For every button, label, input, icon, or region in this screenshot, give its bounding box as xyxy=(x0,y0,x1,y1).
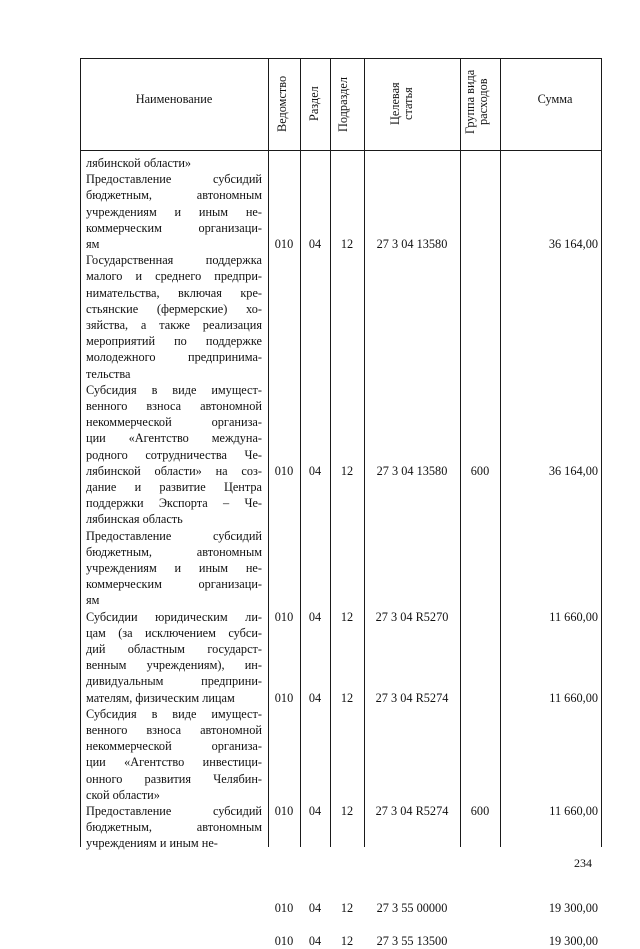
row-name-line: тельства xyxy=(86,366,131,381)
cell-sum: 36 164,00 xyxy=(548,237,598,251)
cell-dept: 010 xyxy=(274,463,294,478)
row-name-line: Субсидии юридическим ли- xyxy=(86,609,262,624)
row-name-line: стьянские (фермерские) хо- xyxy=(86,301,262,316)
row-name-line: венного взноса автономной xyxy=(86,723,262,737)
cell-sum: 11 660,00 xyxy=(549,804,598,818)
cell-group: 600 xyxy=(470,804,490,818)
row-name-line: лябинская область xyxy=(86,512,183,527)
column-divider xyxy=(300,58,301,847)
header-target: Целевая статья xyxy=(388,82,415,126)
row-name-line: цам (за исключением субси- xyxy=(86,625,262,640)
column-divider xyxy=(460,58,461,847)
row-name-line: ской области» xyxy=(86,787,160,802)
row-name-line: ям xyxy=(86,237,100,251)
cell-target: 27 3 04 R5274 xyxy=(375,690,449,705)
cell-target: 27 3 04 R5270 xyxy=(375,609,449,624)
row-name-line: мателям, физическим лицам xyxy=(86,690,235,705)
cell-subsection: 12 xyxy=(340,933,354,948)
row-name-line: онного развития Челябин- xyxy=(86,771,262,786)
cell-dept: 010 xyxy=(274,690,294,705)
header-section: Раздел xyxy=(307,86,321,122)
cell-dept: 010 xyxy=(274,237,294,251)
row-name-line: нимательства, включая кре- xyxy=(86,285,262,300)
row-name-line: малого и среднего предпри- xyxy=(86,269,262,284)
row-name-line: учреждениям и иным не- xyxy=(86,561,262,575)
table-top-border xyxy=(80,58,602,59)
row-name-line: некоммерческой организа- xyxy=(86,415,262,430)
row-name-line: ции «Агентство инвестици- xyxy=(86,755,262,770)
row-name-line: Субсидия в виде имущест- xyxy=(86,382,262,397)
cell-section: 04 xyxy=(308,690,322,705)
header-dept: Ведомство xyxy=(275,75,289,133)
cell-subsection: 12 xyxy=(340,237,354,251)
row-name-line: Предоставление субсидий xyxy=(86,804,262,818)
cell-section: 04 xyxy=(308,933,322,948)
row-name-line: дивидуальным предприни- xyxy=(86,674,262,689)
row-name-line: лябинской области» xyxy=(86,156,192,170)
row-name-line: лябинской области» на соз- xyxy=(86,463,262,478)
row-name-line: венного взноса автономной xyxy=(86,399,262,413)
cell-sum: 11 660,00 xyxy=(549,690,598,705)
row-name-line: учреждениям и иным не- xyxy=(86,204,262,219)
header-subsection: Подраздел xyxy=(336,76,350,132)
column-divider xyxy=(601,58,602,847)
row-name-line: молодежного предпринима- xyxy=(86,350,262,365)
cell-sum: 19 300,00 xyxy=(548,933,598,948)
column-divider xyxy=(500,58,501,847)
row-name-line: учреждениям и иным не- xyxy=(86,836,218,851)
cell-section: 04 xyxy=(308,463,322,478)
column-divider xyxy=(80,58,81,847)
cell-subsection: 12 xyxy=(340,609,354,624)
cell-subsection: 12 xyxy=(340,690,354,705)
cell-sum: 36 164,00 xyxy=(548,463,598,478)
row-name-line: ции «Агентство междуна- xyxy=(86,431,262,446)
cell-group: 600 xyxy=(470,463,490,478)
cell-section: 04 xyxy=(308,901,322,916)
row-name-line: дание и развитие Центра xyxy=(86,480,262,494)
cell-dept: 010 xyxy=(274,804,294,818)
cell-target: 27 3 55 00000 xyxy=(376,901,448,916)
cell-dept: 010 xyxy=(274,933,294,948)
header-group: Группа вида расходов xyxy=(463,69,490,135)
column-divider xyxy=(330,58,331,847)
cell-section: 04 xyxy=(308,804,322,818)
cell-sum: 11 660,00 xyxy=(549,609,598,624)
cell-subsection: 12 xyxy=(340,804,354,818)
cell-target: 27 3 04 13580 xyxy=(376,463,448,478)
row-name-line: поддержки Экспорта – Че- xyxy=(86,496,262,511)
cell-section: 04 xyxy=(308,237,322,251)
row-name-line: родного сотрудничества Че- xyxy=(86,447,262,462)
row-name-line: бюджетным, автономным xyxy=(86,544,262,559)
header-bottom-border xyxy=(80,150,602,151)
row-name-line: бюджетным, автономным xyxy=(86,188,262,203)
row-name-line: бюджетным, автономным xyxy=(86,820,262,835)
cell-subsection: 12 xyxy=(340,463,354,478)
cell-dept: 010 xyxy=(274,609,294,624)
row-name-line: мероприятий по поддержке xyxy=(86,334,262,349)
header-name: Наименование xyxy=(135,92,213,106)
row-name-line: Предоставление субсидий xyxy=(86,528,262,543)
row-name-line: Субсидия в виде имущест- xyxy=(86,706,262,721)
header-sum: Сумма xyxy=(537,92,573,106)
cell-target: 27 3 55 13500 xyxy=(376,933,448,948)
cell-target: 27 3 04 R5274 xyxy=(375,804,449,818)
cell-section: 04 xyxy=(308,609,322,624)
cell-subsection: 12 xyxy=(340,901,354,916)
row-name-line: Предоставление субсидий xyxy=(86,172,262,187)
row-name-line: коммерческим организаци- xyxy=(86,577,262,592)
cell-sum: 19 300,00 xyxy=(548,901,598,916)
page-number: 234 xyxy=(574,856,592,870)
cell-dept: 010 xyxy=(274,901,294,916)
row-name-line: некоммерческой организа- xyxy=(86,739,262,754)
column-divider xyxy=(268,58,269,847)
row-name-line: дий областным государст- xyxy=(86,642,262,656)
row-name-line: зяйства, а также реализация xyxy=(86,318,262,332)
row-name-line: коммерческим организаци- xyxy=(86,220,262,235)
row-name-line: венным учреждениям), ин- xyxy=(86,658,262,673)
column-divider xyxy=(364,58,365,847)
row-name-line: ям xyxy=(86,593,100,608)
cell-target: 27 3 04 13580 xyxy=(376,237,448,251)
row-name-line: Государственная поддержка xyxy=(86,253,262,268)
